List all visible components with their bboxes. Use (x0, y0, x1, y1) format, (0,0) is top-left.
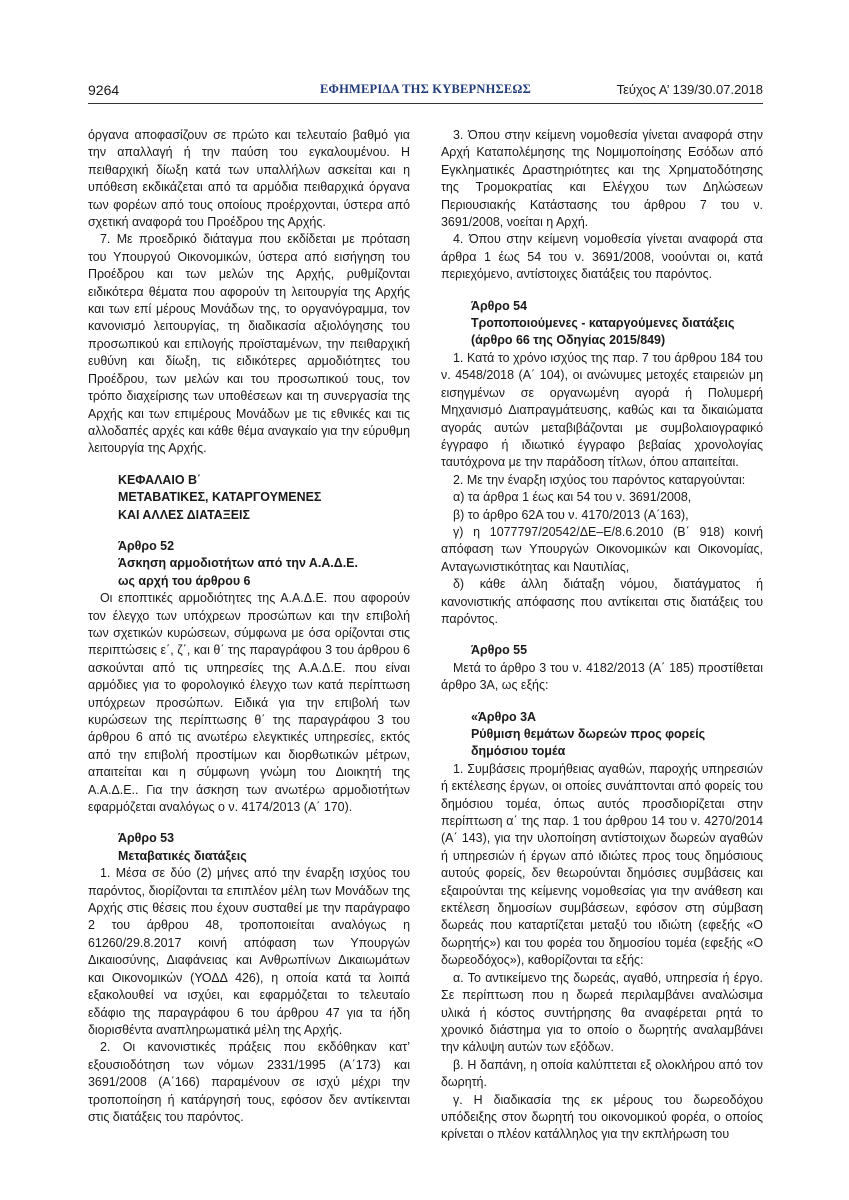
paragraph: 2. Με την έναρξη ισχύος του παρόντος καταργούνται: (453, 472, 746, 487)
article-number: Άρθρο 52 (118, 538, 174, 553)
paragraph: β. Η δαπάνη, η οποία καλύπτεται εξ ολοκλήρου από τον δωρητή. (441, 1057, 763, 1090)
list-item: γ) η 1077797/20542/ΔΕ–Ε/8.6.2010 (Β΄ 918) κοινή απόφαση των Υπουργών Οικονομικών και Οικονομίας, Ανταγωνιστικότητας και Ναυτιλίας, (441, 524, 763, 574)
left-column (88, 127, 410, 1126)
page-number: 9264 (88, 82, 120, 98)
article-number: «Άρθρο 3Α (471, 709, 536, 724)
paragraph: 3. Όπου στην κείμενη νομοθεσία γίνεται αναφορά στην Αρχή Καταπολέμησης της Νομιμοποίησης Εσόδων από Εγκληματικές Δραστηριότητες και της Χρηματοδότησης της Τρομοκρατίας και Ελέγχου των Δηλώσεων Περιουσιακής Κατάστασης του άρθρου 7 του ν. 3691/2008, νοείται η Αρχή. (441, 128, 763, 230)
paragraph: 1. Συμβάσεις προμήθειας αγαθών, παροχής υπηρεσιών ή εκτέλεσης έργων, οι οποίες συνάπτονται από φορείς του δημόσιου τομέα, όπως αυτός προσδιορίζεται στην περίπτωση α΄ της παρ. 1 του άρθρου 14 του ν. 4270/2014 (Α΄ 143), για την υλοποίηση αντίστοιχων δωρεών αγαθών ή υπηρεσιών ή έργων από ιδιώτες προς τους δημόσιους αυτούς φορείς, δεν θεωρούνται δημόσιες συμβάσεις και εξαιρούνται της κείμενης νομοθεσίας για την ανάθεση και εκτέλεση δημοσίων συμβάσεων, εφόσον στη σύμβαση δωρεάς που καταρτίζεται μεταξύ του ιδιώτη (εφεξής «Ο δωρητής») και του φορέα του δημοσίου τομέα (εφεξής «Ο δωρεοδόχος»), καθορίζονται τα εξής: (441, 761, 763, 968)
list-item: α) τα άρθρα 1 έως και 54 του ν. 3691/2008, (453, 490, 692, 505)
chapter-heading: ΜΕΤΑΒΑΤΙΚΕΣ, ΚΑΤΑΡΓΟΥΜΕΝΕΣ (118, 490, 322, 505)
article-title: δημόσιου τομέα (471, 744, 566, 759)
gazette-title: ΕΦΗΜΕΡΙΔΑ ΤΗΣ ΚΥΒΕΡΝΗΣΕΩΣ (320, 82, 531, 96)
chapter-heading: ΚΕΦΑΛΑΙΟ Β΄ (118, 472, 202, 487)
article-title: Ρύθμιση θεμάτων δωρεών προς φορείς (471, 727, 706, 741)
paragraph: 1. Μέσα σε δύο (2) μήνες από την έναρξη ισχύος του παρόντος, διορίζονται τα επιπλέον μέλη των Μονάδων της Αρχής στις θέσεις που έχουν συσταθεί με την παράγραφο 2 του άρθρου 48, τροποποιείται αναλόγως η 61260/29.8.2017 κοινή απόφαση των Υπουργών Δικαιοσύνης, Διαφάνειας και Ανθρωπίνων Δικαιωμάτων και Οικονομικών (ΥΟΔΔ 426), η οποία κατά τα λοιπά εξακολουθεί να ισχύει, και εφαρμόζεται το τελευταίο εδάφιο της παραγράφου 6 του άρθρου 47 για τα ήδη διορισθέντα αναπληρωματικά μέλη της Αρχής. (88, 866, 410, 1037)
article-title: Άσκηση αρμοδιοτήτων από την Α.Α.Δ.Ε. (118, 556, 358, 571)
list-item: β) το άρθρο 62Α του ν. 4170/2013 (Α΄163), (453, 507, 689, 522)
chapter-heading: ΚΑΙ ΑΛΛΕΣ ΔΙΑΤΑΞΕΙΣ (118, 507, 250, 522)
article-title: Τροποποιούμενες - καταργούμενες διατάξεις (471, 316, 735, 331)
issue-number: Τεύχος Α’ 139/30.07.2018 (616, 82, 763, 97)
paragraph: Οι εποπτικές αρμοδιότητες της Α.Α.Δ.Ε. που αφορούν τον έλεγχο των υπόχρεων προσώπων και την επιβολή των σχετικών κυρώσεων, σύμφωνα με όσα ορίζονται στις περιπτώσεις ε΄, ζ΄, και θ΄ της παραγράφου 3 του άρθρου 6 ασκούνται από τις υπηρεσίες της Α.Α.Δ.Ε. που είναι αρμόδιες για το φορολογικό έλεγχο των κατά περίπτωση υπόχρεων προσώπων. Ειδικά για την επιβολή των κυρώσεων της περίπτωσης θ΄ της παραγράφου 3 του άρθρου 6 από τις ανωτέρω ελεγκτικές υπηρεσίες, εκτός από την επιβολή προστίμων και διορθωτικών μέτρων, απαιτείται και η σύμφωνη γνώμη του Διοικητή της Α.Α.Δ.Ε.. Για την άσκηση των ανωτέρω αρμοδιοτήτων εφαρμόζεται αναλόγως ο ν. 4174/2013 (Α΄ 170). (88, 591, 410, 815)
paragraph: 7. Με προεδρικό διάταγμα που εκδίδεται με πρόταση του Υπουργού Οικονομικών, ύστερα από εισήγηση του Προέδρου και των μελών της Αρχής, ρυθμίζονται ειδικότερα θέματα που αφορούν τη λειτουργία της Αρχής και των επί μέρους Μονάδων της, το οργανόγραμμα, τον κανονισμό λειτουργίας, τη διαδικασία αξιολόγησης του προσωπικού και επιλογής προϊσταμένων, την πειθαρχική ευθύνη και δίωξη, τις ειδικότερες αρμοδιότητες του Προέδρου, των μελών και του προσωπικού τους, τον τρόπο διαχείρισης των υποθέσεων και τη συνεργασία της Αρχής και των επιμέρους Μονάδων με τις εθνικές και τις αλλοδαπές αρχές και κάθε θέμα αναγκαίο για την εύρυθμη λειτουργία της Αρχής. (88, 232, 410, 456)
paragraph: γ. Η διαδικασία της εκ μέρους του δωρεοδόχου υπόδειξης στον δωρητή του οικονομικού φορέα, ο οποίος κρίνεται ο πλέον κατάλληλος για την εκπλήρωση του (441, 1092, 763, 1142)
article-number: Άρθρο 55 (471, 643, 527, 658)
header-rule (88, 103, 763, 104)
right-column (441, 127, 763, 1144)
paragraph: 4. Όπου στην κείμενη νομοθεσία γίνεται αναφορά στα άρθρα 1 έως 54 του ν. 3691/2008, νοούνται οι, κατά περιεχόμενο, αντίστοιχες διατάξεις του παρόντος. (441, 232, 763, 282)
paragraph: 1. Κατά το χρόνο ισχύος της παρ. 7 του άρθρου 184 του ν. 4548/2018 (Α΄ 104), οι ανώνυμες μετοχές εταιρειών μη εισηγμένων σε οργανωμένη αγορά ή Πολυμερή Μηχανισμό Διαπραγμάτευσης, καθώς και τα δικαιώματα αγοράς αυτών μεταβιβάζονται με συμβολαιογραφικό έγγραφο ή ιδιωτικό έγγραφο βεβαίας χρονολογίας ταυτόχρονα με την παράδοση τίτλων, όπου απαιτείται. (441, 350, 763, 470)
article-title: ως αρχή του άρθρου 6 (118, 573, 251, 588)
article-title: (άρθρο 66 της Οδηγίας 2015/849) (471, 333, 666, 348)
paragraph: 2. Οι κανονιστικές πράξεις που εκδόθηκαν κατ’ εξουσιοδότηση των νόμων 2331/1995 (Α΄173) και 3691/2008 (Α΄166) παραμένουν σε ισχύ μέχρι την τροποποίηση ή κατάργησή τους, εφόσον δεν αντίκεινται στις διατάξεις του παρόντος. (88, 1040, 410, 1124)
paragraph: α. Το αντικείμενο της δωρεάς, αγαθό, υπηρεσία ή έργο. Σε περίπτωση που η δωρεά περιλαμβάνει αναλώσιμα υλικά ή κόστος συντήρησης θα αναφέρεται ρητά το χρονικό διάστημα για το οποίο ο δωρητής αναλαμβάνει την κάλυψη αυτών των εξόδων. (441, 970, 763, 1055)
page-header (88, 82, 763, 102)
article-number: Άρθρο 53 (118, 831, 174, 846)
list-item: δ) κάθε άλλη διάταξη νόμου, διατάγματος ή κανονιστικής απόφασης που αντίκειται στις διατάξεις του παρόντος. (441, 577, 763, 626)
paragraph: όργανα αποφασίζουν σε πρώτο και τελευταίο βαθμό για την απαλλαγή ή την παύση του εγκαλουμένου. Η πειθαρχική δίωξη κατά των υπαλλήλων ασκείται και η υπόθεση εκδικάζεται από τα αρμόδια πειθαρχικά όργανα των φορέων από τους οποίους προέρχονται, ύστερα από σχετική αναφορά του Προέδρου της Αρχής. (88, 128, 410, 230)
article-title: Μεταβατικές διατάξεις (118, 848, 247, 863)
article-number: Άρθρο 54 (471, 298, 527, 313)
paragraph: Μετά το άρθρο 3 του ν. 4182/2013 (Α΄ 185) προστίθεται άρθρο 3Α, ως εξής: (441, 660, 763, 693)
